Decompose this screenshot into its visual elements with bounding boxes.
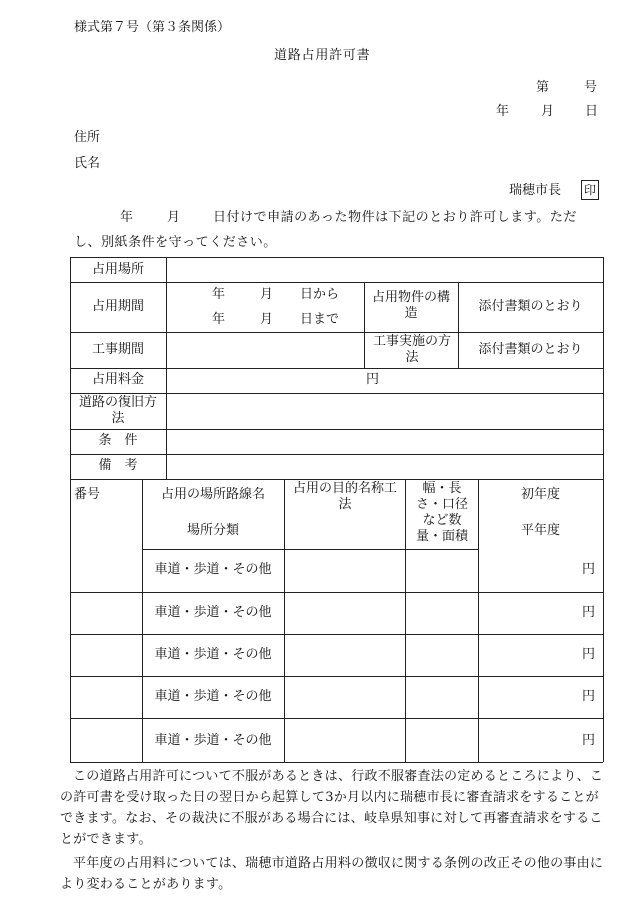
work-method-value: 添付書類のとおり [478,342,583,357]
doc-number-go: 号 [584,80,598,95]
structure-value: 添付書類のとおり [478,299,583,314]
intro-text-line2: し、別紙条件を守ってください。 [74,235,277,250]
period-to-month: 月 [260,312,274,327]
row-fee-unit: 円 [581,605,595,620]
fee-label: 占用料金 [91,372,144,387]
seal-mark: 印 [581,180,599,200]
period-from-month: 月 [260,287,274,302]
work-method-label: 工事実施の方法 [372,334,451,365]
row-fee-unit: 円 [581,689,595,704]
col-purpose-header: 占用の目的名称工法 [292,481,397,512]
col-place-route-header: 占用の場所路線名 [160,487,265,502]
period-to-day: 日まで [300,312,340,327]
period-from-day: 日から [300,287,340,302]
fee-change-notice: 平年度の占用料については、瑞穂市道路占用料の徴収に関する条例の改正その他の事由により変わることがあります。 [60,856,604,892]
mayor-title: 瑞穂市長 [509,183,562,198]
period-to-year: 年 [212,312,226,327]
row-place-class: 車道・歩道・その他 [154,562,272,577]
row-place-class: 車道・歩道・その他 [154,689,272,704]
issue-date-day: 日 [585,104,599,119]
col-annual-header: 平年度 [520,523,560,538]
conditions-label: 条 件 [98,433,138,448]
col-place-class-header: 場所分類 [186,523,239,538]
period-from-year: 年 [212,287,226,302]
row-fee-unit: 円 [581,647,595,662]
location-label: 占用場所 [91,262,144,277]
form-number: 様式第７号（第３条関係） [74,20,231,35]
col-size-header: 幅・長さ・口径など数量・面積 [415,481,468,544]
issue-date-month: 月 [541,104,555,119]
remarks-label: 備 考 [98,458,138,473]
row-fee-unit: 円 [581,733,595,748]
page-title: 道路占用許可書 [274,48,371,63]
appeal-notice: この道路占用許可について不服があるときは、行政不服審査法の定めるところにより、この許可書を受け取った日の翌日から起算して3か月以内に瑞穂市長に審査請求をすることができます。なお、その裁決に不服がある場合には、岐阜県知事に対して再審査請求をすることができます。 [60,769,604,847]
issue-date-year: 年 [496,104,510,119]
col-number-header: 番号 [74,487,101,502]
col-first-year-header: 初年度 [520,487,560,502]
row-place-class: 車道・歩道・その他 [154,605,272,620]
intro-text-line1: 日付けで申請のあった物件は下記のとおり許可します。ただ [213,210,577,225]
doc-number-dai: 第 [536,80,550,95]
work-period-label: 工事期間 [91,342,144,357]
occupancy-period-label: 占用期間 [91,299,144,314]
intro-month: 月 [167,210,181,225]
name-label: 氏名 [74,156,101,171]
fee-unit: 円 [366,372,380,387]
row-place-class: 車道・歩道・その他 [154,647,272,662]
row-fee-unit: 円 [581,562,595,577]
intro-year: 年 [120,210,134,225]
structure-label: 占用物件の構造 [371,290,450,321]
row-place-class: 車道・歩道・その他 [154,733,272,748]
restore-method-label: 道路の復旧方法 [78,395,157,426]
address-label: 住所 [74,130,101,145]
